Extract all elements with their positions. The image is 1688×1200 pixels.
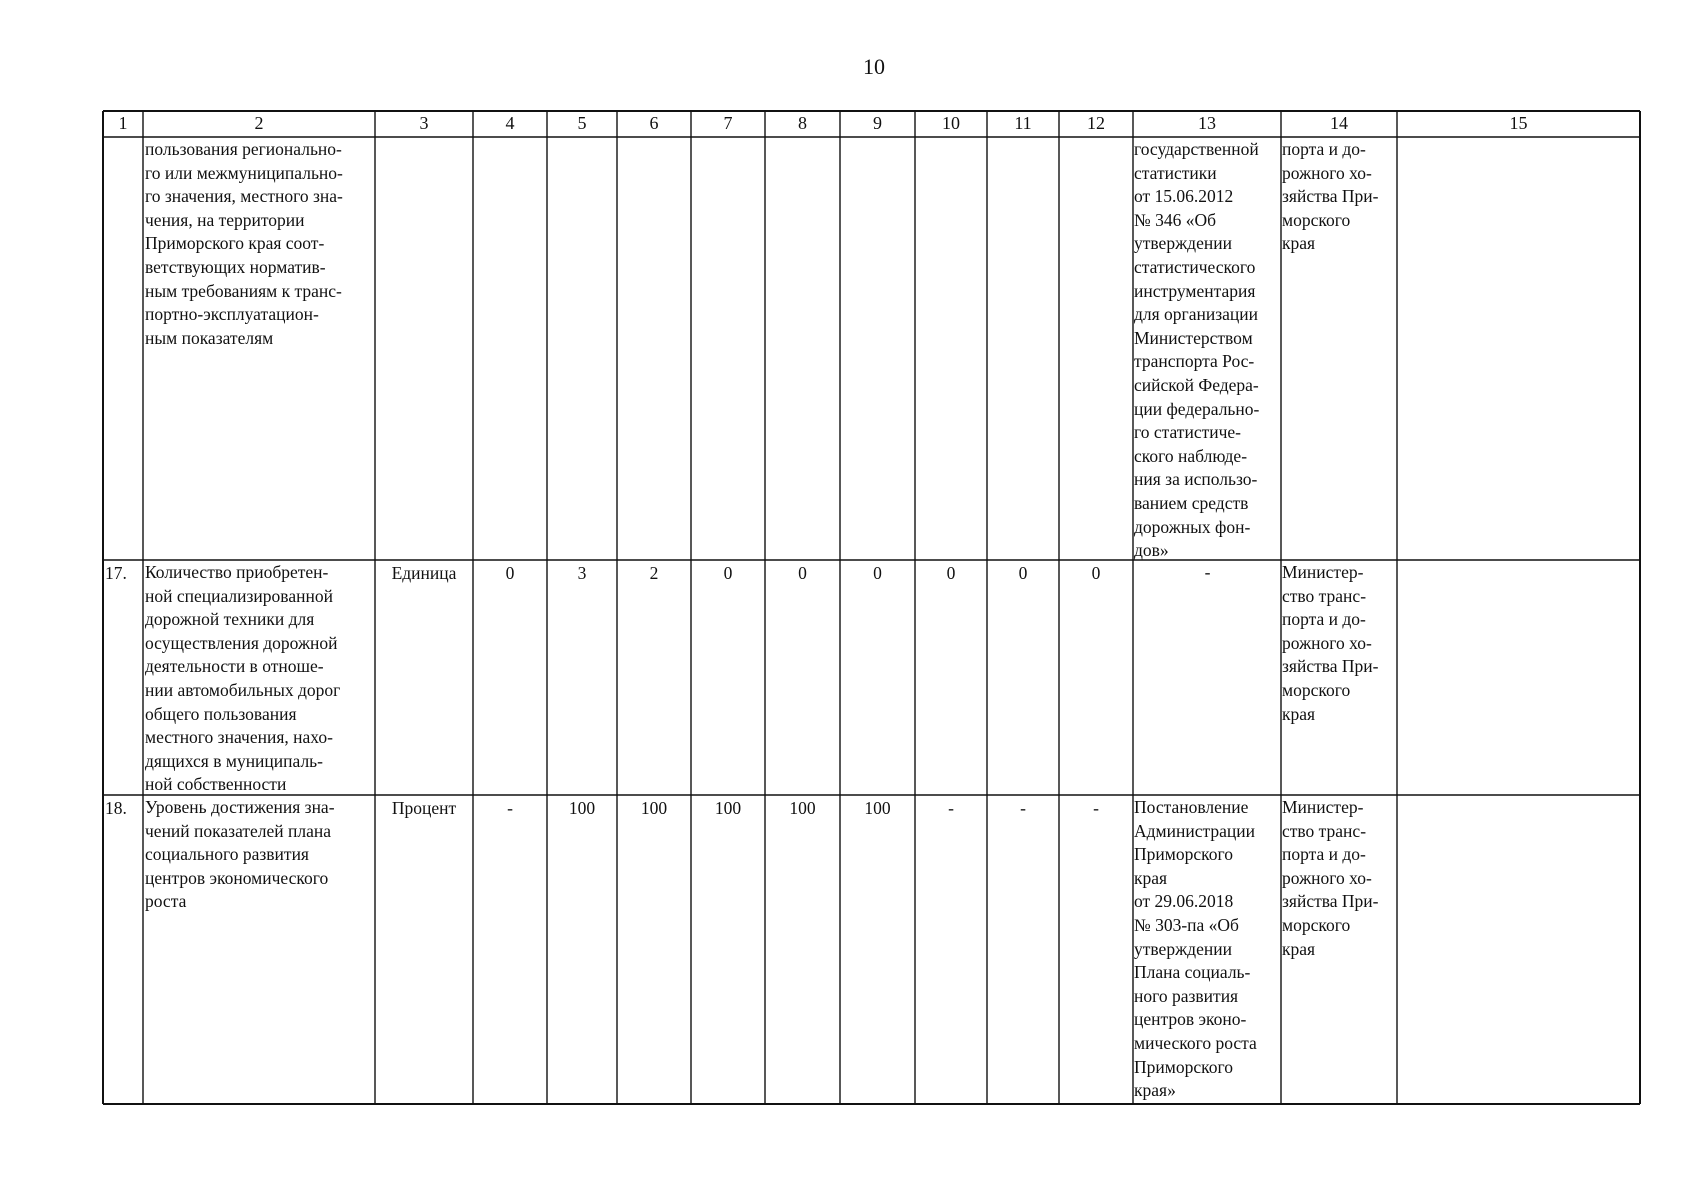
header-cell-8: 8 bbox=[798, 113, 807, 133]
header-cell-13: 13 bbox=[1198, 113, 1216, 133]
value-cell: 0 bbox=[946, 563, 956, 583]
value-cell bbox=[765, 137, 840, 560]
header-cell-10: 10 bbox=[942, 113, 960, 133]
row-number: 18. bbox=[105, 798, 127, 818]
value-cell bbox=[691, 137, 765, 560]
value-cell: 100 bbox=[568, 798, 596, 818]
header-cell-4: 4 bbox=[505, 113, 515, 133]
header-cell-14: 14 bbox=[1330, 113, 1348, 133]
value-cell: 0 bbox=[1018, 563, 1028, 583]
note-cell bbox=[1397, 560, 1640, 795]
value-cell bbox=[547, 137, 617, 560]
indicator-name: пользования регионально- го или межмуниципально- го значения, местного зна- чения, на территории Приморского края соот- ветствующих норматив- ным требованиям к транс- портно-эксплуатацион- ным показателям bbox=[145, 139, 343, 348]
responsible-cell: Министер- ство транс- порта и до- рожного хо- зяйства При- морского края bbox=[1282, 562, 1379, 724]
header-cell-7: 7 bbox=[723, 113, 733, 133]
value-cell: - bbox=[948, 798, 954, 818]
header-cell-11: 11 bbox=[1014, 113, 1032, 133]
value-cell bbox=[473, 137, 547, 560]
value-cell: 3 bbox=[577, 563, 587, 583]
value-cell: 0 bbox=[798, 563, 807, 583]
basis-cell: государственной статистики от 15.06.2012 № 346 «Об утверждении статистического инструментария для организации Министерством транспорта Рос- сийской Федера- ции федерально- го статистиче- ского наблюде- ния за использо- ванием средств дорожных фон- дов» bbox=[1134, 139, 1260, 560]
value-cell bbox=[617, 137, 691, 560]
header-cell-9: 9 bbox=[873, 113, 882, 133]
value-cell: - bbox=[1020, 798, 1026, 818]
value-cell: 0 bbox=[873, 563, 882, 583]
value-cell: 100 bbox=[789, 798, 816, 818]
value-cell: - bbox=[507, 798, 513, 818]
header-cell-6: 6 bbox=[649, 113, 659, 133]
note-cell bbox=[1397, 795, 1640, 1104]
value-cell bbox=[840, 137, 915, 560]
header-cell-2: 2 bbox=[254, 113, 264, 133]
unit-cell: Единица bbox=[391, 563, 457, 583]
value-cell: 100 bbox=[714, 798, 742, 818]
unit-cell: Процент bbox=[391, 798, 457, 818]
responsible-cell: Министер- ство транс- порта и до- рожного хо- зяйства При- морского края bbox=[1282, 797, 1379, 959]
value-cell: - bbox=[1093, 798, 1099, 818]
value-cell: 100 bbox=[640, 798, 668, 818]
value-cell bbox=[915, 137, 987, 560]
basis-cell: - bbox=[1204, 562, 1211, 582]
row-number: 17. bbox=[105, 563, 127, 583]
header-cell-5: 5 bbox=[577, 113, 587, 133]
indicator-name: Уровень достижения зна- чений показателей плана социального развития центров экономического роста bbox=[145, 797, 335, 912]
indicator-name: Количество приобретен- ной специализированной дорожной техники для осуществления дорожной деятельности в отноше- нии автомобильных дорог общего пользования местного значения, нахо- дящихся в муниципаль- ной собственности bbox=[145, 562, 341, 795]
header-cell-15: 15 bbox=[1509, 113, 1528, 133]
page-number: 10 bbox=[863, 54, 885, 79]
basis-cell: Постановление Администрации Приморского края от 29.06.2018 № 303-па «Об утверждении Плана социаль- ного развития центров эконо- мического роста Приморского края» bbox=[1134, 797, 1257, 1101]
value-cell: 100 bbox=[864, 798, 891, 818]
value-cell: 0 bbox=[1091, 563, 1101, 583]
header-cell-1: 1 bbox=[118, 113, 128, 133]
value-cell bbox=[987, 137, 1059, 560]
unit-cell bbox=[375, 137, 473, 560]
header-cell-3: 3 bbox=[419, 113, 429, 133]
value-cell: 2 bbox=[649, 563, 659, 583]
header-cell-12: 12 bbox=[1087, 113, 1105, 133]
responsible-cell: порта и до- рожного хо- зяйства При- морского края bbox=[1282, 139, 1379, 254]
note-cell bbox=[1397, 137, 1640, 560]
row-number bbox=[103, 137, 143, 560]
value-cell: 0 bbox=[723, 563, 733, 583]
value-cell bbox=[1059, 137, 1133, 560]
value-cell: 0 bbox=[505, 563, 515, 583]
